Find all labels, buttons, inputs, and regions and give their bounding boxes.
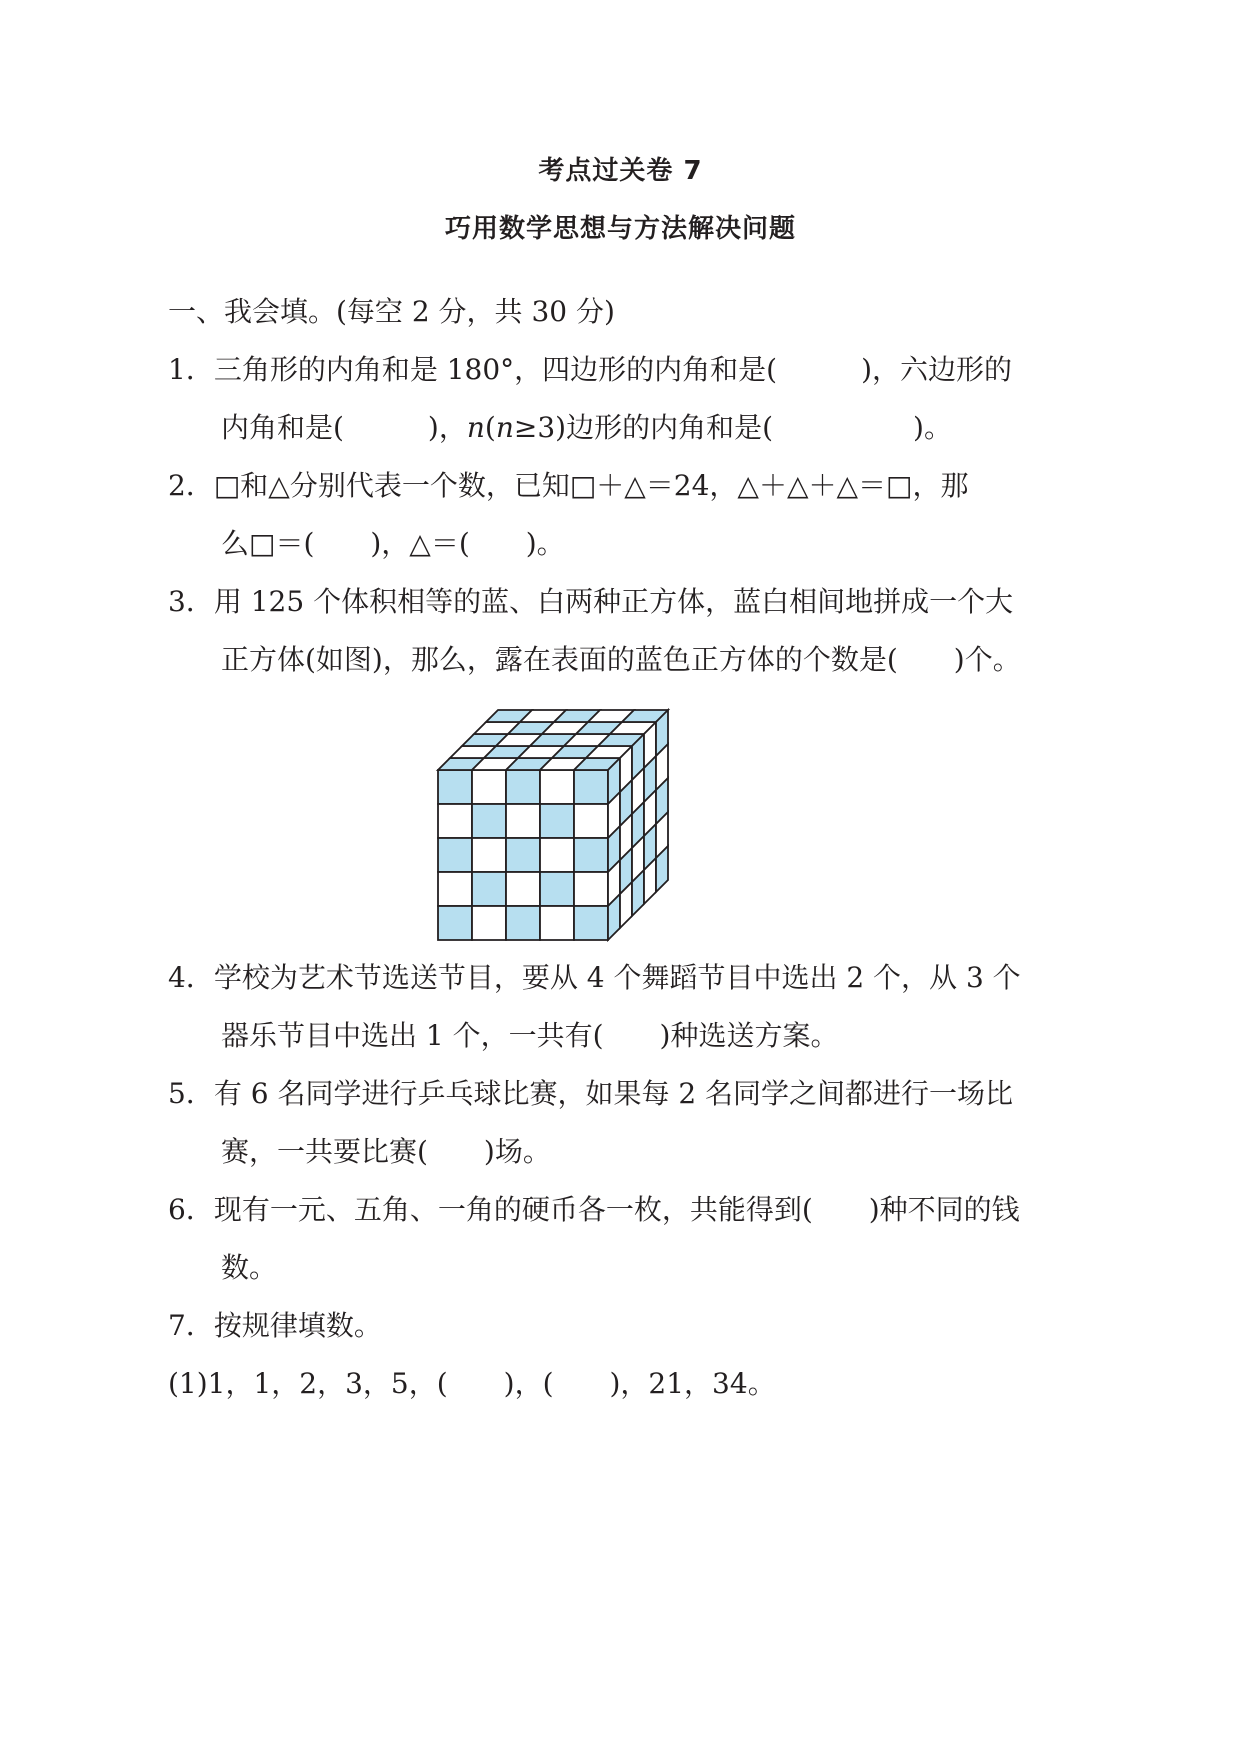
question-7-sub-1: (1)1，1，2，3，5，( )，( )，21，34。 [168,1367,776,1400]
cube-front-cell [472,770,506,804]
question-2-number: 2． [168,469,214,502]
cube-front-cell [438,906,472,940]
cube-front-cell [506,872,540,906]
cube-front-cell [540,838,574,872]
question-6-number: 6． [168,1193,214,1226]
question-3-line-2: 正方体(如图)，那么，露在表面的蓝色正方体的个数是( )个。 [221,643,1021,676]
cube-front-cell [506,804,540,838]
question-5-line-2: 赛，一共要比赛( )场。 [221,1135,551,1168]
cube-front-cell [574,872,608,906]
cube-front-cell [472,872,506,906]
question-1-text-1: 三角形的内角和是 180°，四边形的内角和是( )，六边形的 [213,353,1013,386]
question-2-line-2: 么□＝( )，△＝( )。 [221,527,565,560]
cube-front-cell [438,804,472,838]
cube-front-cell [574,838,608,872]
question-2-text-1: □和△分别代表一个数，已知□＋△＝24，△＋△＋△＝□，那 [213,469,969,502]
variable-n: n [466,411,485,444]
question-3-text-1: 用 125 个体积相等的蓝、白两种正方体，蓝白相间地拼成一个大 [213,585,1014,618]
question-3-line-1 [168,584,1013,620]
question-7-text-1: 按规律填数。 [213,1309,382,1342]
question-1-text-2c: ≥3)边形的内角和是( )。 [513,411,952,444]
question-2-line-1 [168,468,969,504]
cube-front-cell [472,804,506,838]
cube-front-cell [574,770,608,804]
cube-front-cell [506,838,540,872]
cube-front-cell [472,906,506,940]
question-5-text-1: 有 6 名同学进行乒乓球比赛，如果每 2 名同学之间都进行一场比 [213,1077,1014,1110]
question-3-number: 3． [168,585,214,618]
question-4-number: 4． [168,961,214,994]
cube-front-cell [438,770,472,804]
question-7-line-1 [168,1308,382,1344]
cube-front-cell [540,804,574,838]
question-1-text-2b: ( [484,411,496,444]
question-6-line-1 [168,1192,1020,1228]
cube-front-cell [438,838,472,872]
page-subtitle: 巧用数学思想与方法解决问题 [444,214,796,244]
cube-front-cell [540,872,574,906]
question-1-number: 1． [168,353,214,386]
checkered-cube-figure [430,698,680,943]
cube-front-cell [574,906,608,940]
page-title: 考点过关卷 7 [538,156,703,186]
question-1-line-1 [168,352,1012,388]
question-4-text-1: 学校为艺术节选送节目，要从 4 个舞蹈节目中选出 2 个，从 3 个 [213,961,1021,994]
section-heading: 一、我会填。(每空 2 分，共 30 分) [168,295,615,328]
cube-front-cell [574,804,608,838]
question-6-text-1: 现有一元、五角、一角的硬币各一枚，共能得到( )种不同的钱 [213,1193,1020,1226]
cube-front-cell [540,770,574,804]
variable-n-inner: n [495,411,514,444]
question-6-line-2: 数。 [221,1251,278,1284]
cube-front-cell [472,838,506,872]
cube-front-cell [540,906,574,940]
question-5-number: 5． [168,1077,214,1110]
question-4-line-2: 器乐节目中选出 1 个，一共有( )种选送方案。 [221,1019,839,1052]
question-4-line-1 [168,960,1021,996]
question-1-line-2 [221,410,952,446]
cube-front-cell [506,906,540,940]
question-5-line-1 [168,1076,1013,1112]
cube-front-cell [506,770,540,804]
question-7-number: 7． [168,1309,214,1342]
question-1-text-2a: 内角和是( )， [221,411,467,444]
cube-front-cell [438,872,472,906]
